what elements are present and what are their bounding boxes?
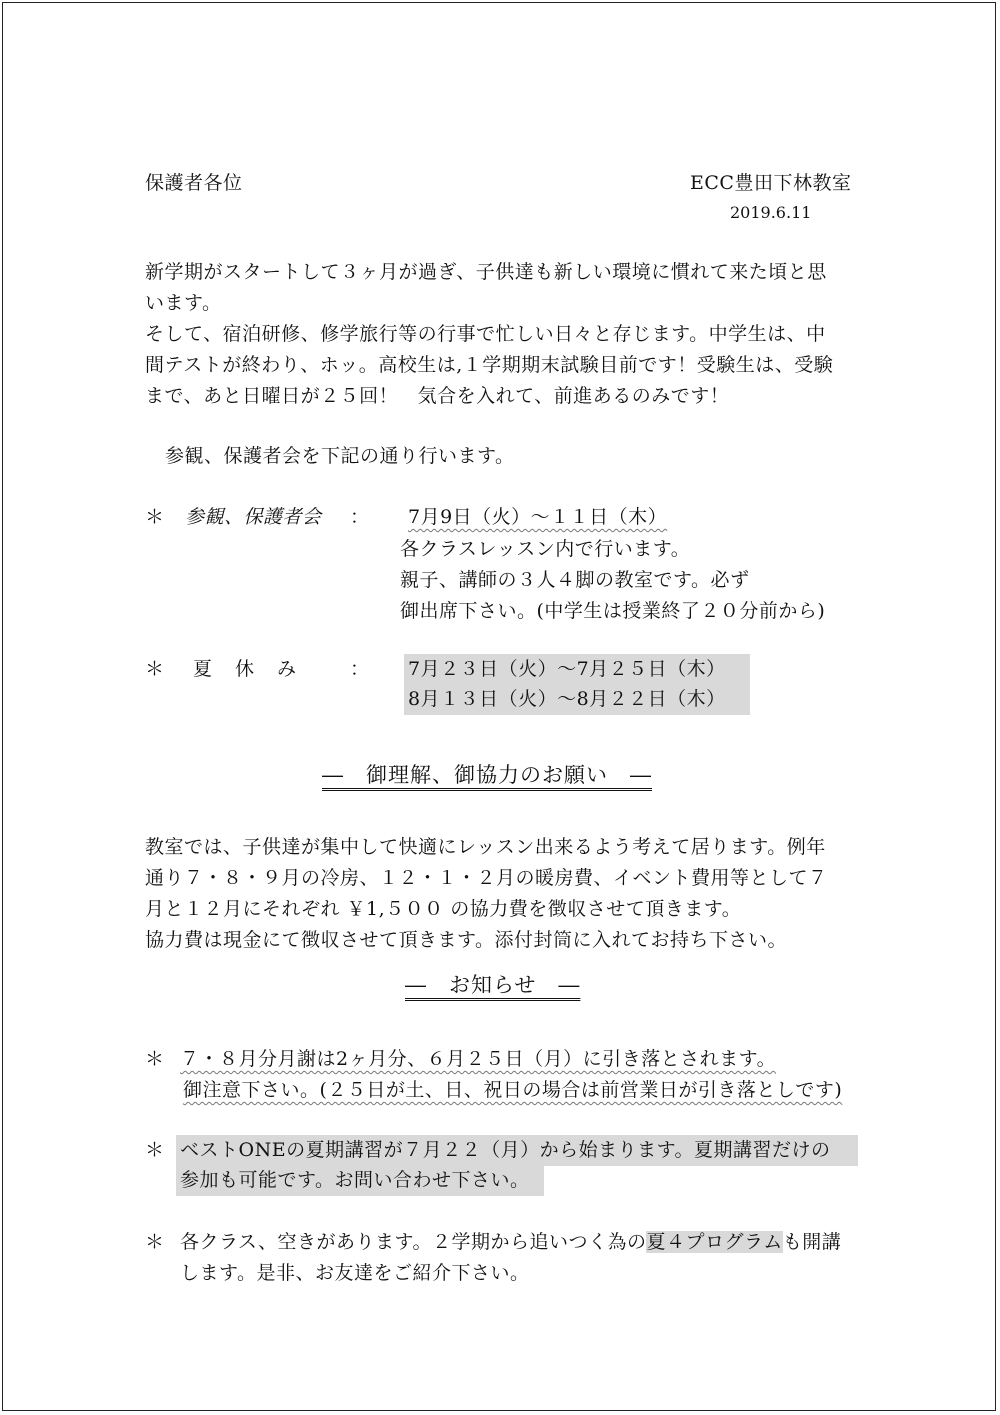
observation-note: 御出席下さい。(中学生は授業終了２０分前から) bbox=[400, 600, 826, 622]
request-line: 通り７・８・９月の冷房、１２・１・２月の暖房費、イベント費用等として７ bbox=[145, 867, 828, 889]
sender: ECC豊田下林教室 bbox=[690, 172, 852, 194]
observation-note: 親子、講師の３人４脚の教室です。必ず bbox=[400, 569, 750, 591]
tuition-notice-line: 御注意下さい。(２５日が土、日、祝日の場合は前営業日が引き落としです) bbox=[183, 1079, 843, 1101]
summer-program-highlight: 夏４プログラム bbox=[646, 1231, 783, 1253]
vacancy-line bbox=[180, 1227, 841, 1258]
bullet: ＊ bbox=[145, 1048, 165, 1070]
colon: ： bbox=[350, 506, 370, 528]
summer-course-line: ベストONEの夏期講習が７月２２（月）から始まります。夏期講習だけの bbox=[176, 1135, 858, 1166]
summer-break-label: 夏 休 み bbox=[193, 658, 299, 680]
vacancy-text-end: も開講 bbox=[782, 1231, 842, 1253]
observation-date: 7月9日（火）～１１日（木） bbox=[408, 506, 668, 528]
vacancy-text: 各クラス、空きがあります。２学期から追いつく為の bbox=[180, 1231, 647, 1253]
recipient: 保護者各位 bbox=[145, 172, 243, 194]
bullet: ＊ bbox=[145, 1231, 165, 1253]
tuition-notice-line: ７・８月分月謝は2ヶ月分、６月２５日（月）に引き落とされます。 bbox=[180, 1048, 777, 1070]
intro-line: そして、宿泊研修、修学旅行等の行事で忙しい日々と存じます。中学生は、中 bbox=[145, 323, 826, 345]
request-line: 教室では、子供達が集中して快適にレッスン出来るよう考えて居ります。例年 bbox=[145, 836, 826, 858]
summer-break-period: 8月１３日（火）～8月２２日（木） bbox=[404, 684, 750, 715]
bullet: ＊ bbox=[145, 506, 165, 528]
bullet: ＊ bbox=[145, 1139, 165, 1161]
request-line: 月と１２月にそれぞれ ￥1,５００ の協力費を徴収させて頂きます。 bbox=[145, 898, 742, 920]
summer-course-line: 参加も可能です。お問い合わせ下さい。 bbox=[176, 1165, 544, 1196]
intro-line: います。 bbox=[145, 292, 222, 314]
vacancy-line: します。是非、お友達をご紹介下さい。 bbox=[180, 1262, 530, 1284]
observation-label: 参観、保護者会 bbox=[185, 506, 322, 528]
bullet: ＊ bbox=[145, 658, 165, 680]
observation-note: 各クラスレッスン内で行います。 bbox=[400, 538, 691, 560]
request-line: 協力費は現金にて徴収させて頂きます。添付封筒に入れてお持ち下さい。 bbox=[145, 929, 787, 951]
intro-line: 新学期がスタートして３ヶ月が過ぎ、子供達も新しい環境に慣れて来た頃と思 bbox=[145, 261, 827, 283]
colon: ： bbox=[350, 658, 370, 680]
date: 2019.6.11 bbox=[730, 203, 812, 222]
intro-line: 間テストが終わり、ホッ。高校生は,１学期期末試験目前です！受験生は、受験 bbox=[145, 354, 834, 376]
summer-break-period: 7月２３日（火）～7月２５日（木） bbox=[404, 654, 750, 685]
intro-line: まで、あと日曜日が２５回！ 気合を入れて、前進あるのみです！ bbox=[145, 385, 730, 407]
request-heading: ― 御理解、御協力のお願い ― bbox=[322, 763, 652, 787]
observation-notice: 参観、保護者会を下記の通り行います。 bbox=[165, 445, 515, 467]
notices-heading: ― お知らせ ― bbox=[405, 973, 581, 997]
